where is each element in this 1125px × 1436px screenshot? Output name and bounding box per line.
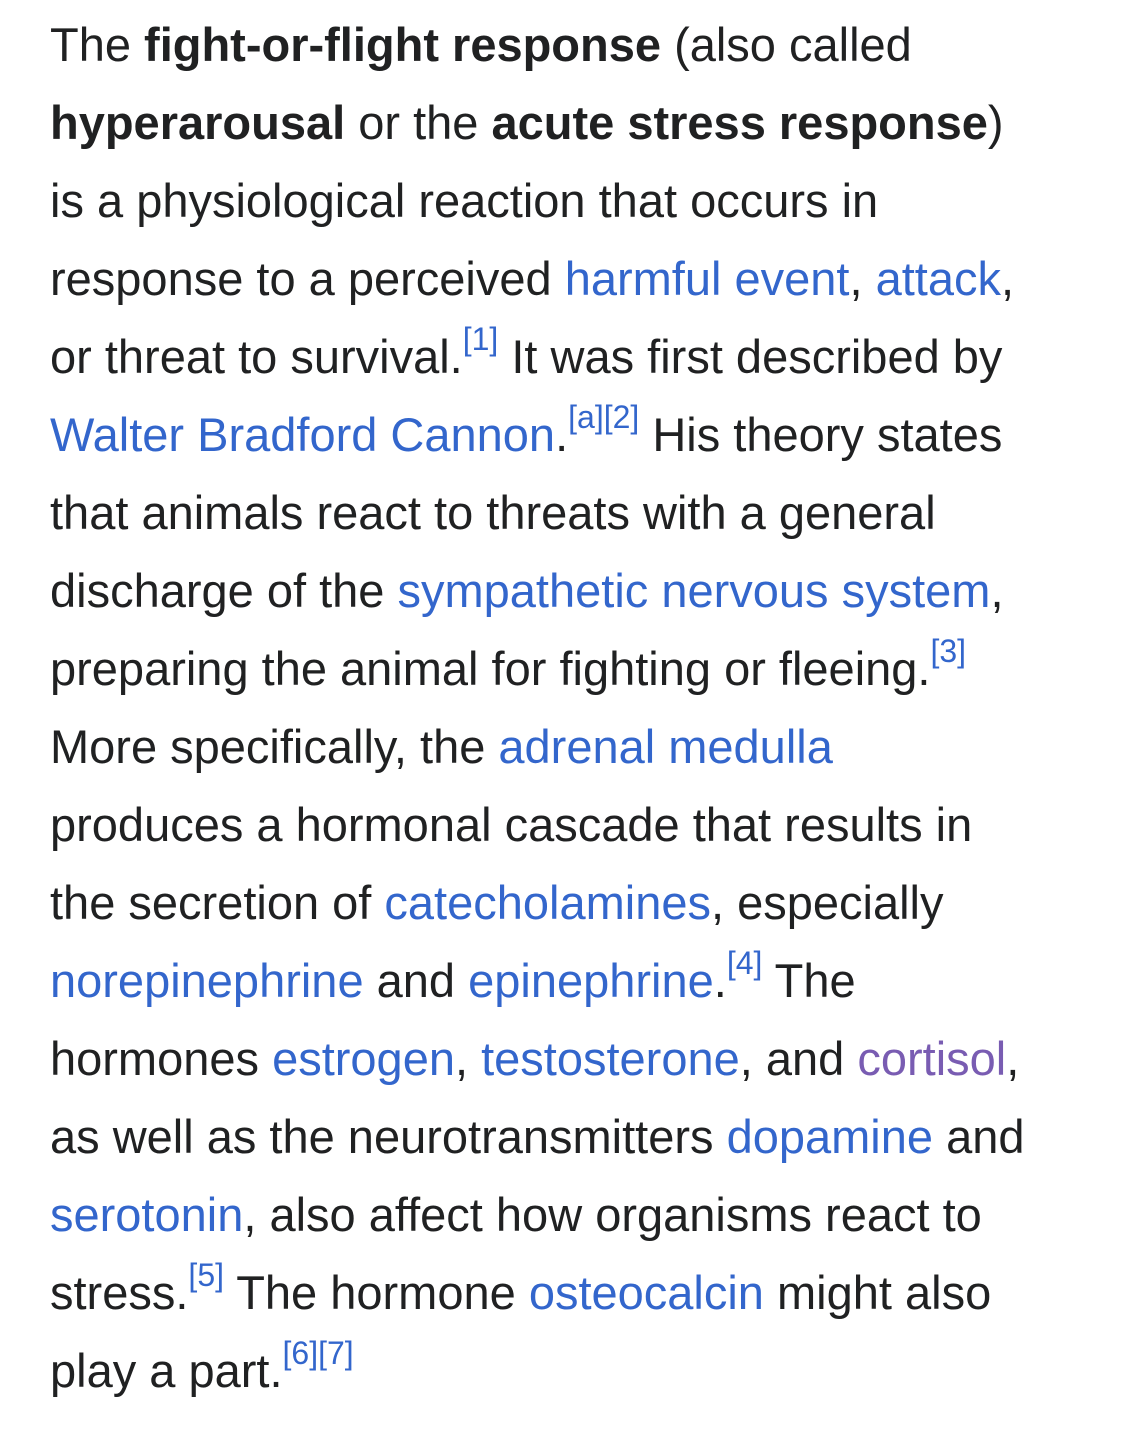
plain-text: The <box>762 954 856 1007</box>
citation-superscript <box>604 399 640 435</box>
citation-superscript <box>930 633 966 669</box>
citation-1[interactable]: [1] <box>462 321 499 358</box>
plain-text: that animals react to threats with a general <box>50 486 936 539</box>
text-line <box>50 1254 1090 1332</box>
plain-text: discharge of the <box>50 564 398 617</box>
link-osteocalcin[interactable]: osteocalcin <box>528 1266 764 1319</box>
text-line <box>50 864 1090 942</box>
plain-text: and <box>933 1110 1025 1163</box>
link-serotonin[interactable]: serotonin <box>50 1188 244 1241</box>
plain-text: the secretion of <box>50 876 385 929</box>
text-line <box>50 396 1090 474</box>
link-testosterone[interactable]: testosterone <box>481 1032 740 1085</box>
plain-text: hormones <box>50 1032 273 1085</box>
citation-superscript <box>188 1257 224 1293</box>
text-line <box>50 708 1090 786</box>
plain-text: is a physiological reaction that occurs in <box>50 174 879 227</box>
plain-text: , <box>990 564 1004 617</box>
link-walter-bradford-cannon[interactable]: Walter Bradford Cannon <box>50 408 556 461</box>
citation-3[interactable]: [3] <box>930 633 967 670</box>
bold-term: acute stress response <box>491 96 988 149</box>
text-line <box>50 162 1090 240</box>
text-line <box>50 1098 1090 1176</box>
link-adrenal-medulla[interactable]: adrenal medulla <box>498 720 833 773</box>
text-line <box>50 84 1090 162</box>
text-line <box>50 786 1090 864</box>
link-sympathetic-nervous-system[interactable]: sympathetic nervous system <box>397 564 991 617</box>
text-line <box>50 6 1090 84</box>
citation-superscript <box>568 399 604 435</box>
plain-text: response to a perceived <box>50 252 565 305</box>
link-dopamine[interactable]: dopamine <box>726 1110 934 1163</box>
citation-superscript <box>318 1335 354 1371</box>
text-line <box>50 240 1090 318</box>
link-estrogen[interactable]: estrogen <box>272 1032 455 1085</box>
citation-7[interactable]: [7] <box>318 1335 354 1372</box>
plain-text: preparing the animal for fighting or fleeing. <box>50 642 931 695</box>
plain-text: , <box>1006 1032 1020 1085</box>
plain-text: It was first described by <box>498 330 1003 383</box>
citation-4[interactable]: [4] <box>726 945 763 982</box>
link-cortisol[interactable]: cortisol <box>857 1032 1007 1085</box>
link-norepinephrine[interactable]: norepinephrine <box>50 954 364 1007</box>
plain-text: might also <box>763 1266 992 1319</box>
citation-2[interactable]: [2] <box>603 399 640 436</box>
plain-text: or the <box>345 96 492 149</box>
text-line <box>50 1020 1090 1098</box>
plain-text: produces a hormonal cascade that results in <box>50 798 973 851</box>
plain-text: . <box>555 408 569 461</box>
plain-text: , <box>849 252 876 305</box>
link-catecholamines[interactable]: catecholamines <box>384 876 711 929</box>
plain-text: , and <box>739 1032 858 1085</box>
plain-text: , also affect how organisms react to <box>243 1188 982 1241</box>
plain-text: and <box>363 954 469 1007</box>
plain-text: or threat to survival. <box>50 330 463 383</box>
article-paragraph <box>50 6 1090 1410</box>
bold-term: fight-or-flight response <box>144 18 662 71</box>
plain-text: (also called <box>661 18 912 71</box>
text-line <box>50 942 1090 1020</box>
plain-text: as well as the neurotransmitters <box>50 1110 727 1163</box>
text-line <box>50 552 1090 630</box>
plain-text: The <box>50 18 145 71</box>
citation-superscript <box>727 945 763 981</box>
citation-superscript <box>463 321 499 357</box>
link-attack[interactable]: attack <box>875 252 1002 305</box>
plain-text: stress. <box>50 1266 189 1319</box>
citation-superscript <box>283 1335 319 1371</box>
link-harmful-event[interactable]: harmful event <box>564 252 850 305</box>
citation-6[interactable]: [6] <box>282 1335 319 1372</box>
text-line <box>50 630 1090 708</box>
plain-text: More specifically, the <box>50 720 499 773</box>
citation-note-a[interactable]: [a] <box>568 399 604 436</box>
bold-term: hyperarousal <box>50 96 346 149</box>
text-line <box>50 318 1090 396</box>
text-line <box>50 1176 1090 1254</box>
plain-text: play a part. <box>50 1344 283 1397</box>
text-line <box>50 1332 1090 1410</box>
plain-text: , especially <box>711 876 944 929</box>
plain-text: , <box>454 1032 482 1085</box>
link-epinephrine[interactable]: epinephrine <box>468 954 714 1007</box>
plain-text: The hormone <box>224 1266 529 1319</box>
plain-text: , <box>1001 252 1015 305</box>
plain-text: His theory states <box>639 408 1003 461</box>
plain-text: . <box>713 954 727 1007</box>
plain-text: ) <box>987 96 1004 149</box>
citation-5[interactable]: [5] <box>188 1257 224 1294</box>
text-line <box>50 474 1090 552</box>
